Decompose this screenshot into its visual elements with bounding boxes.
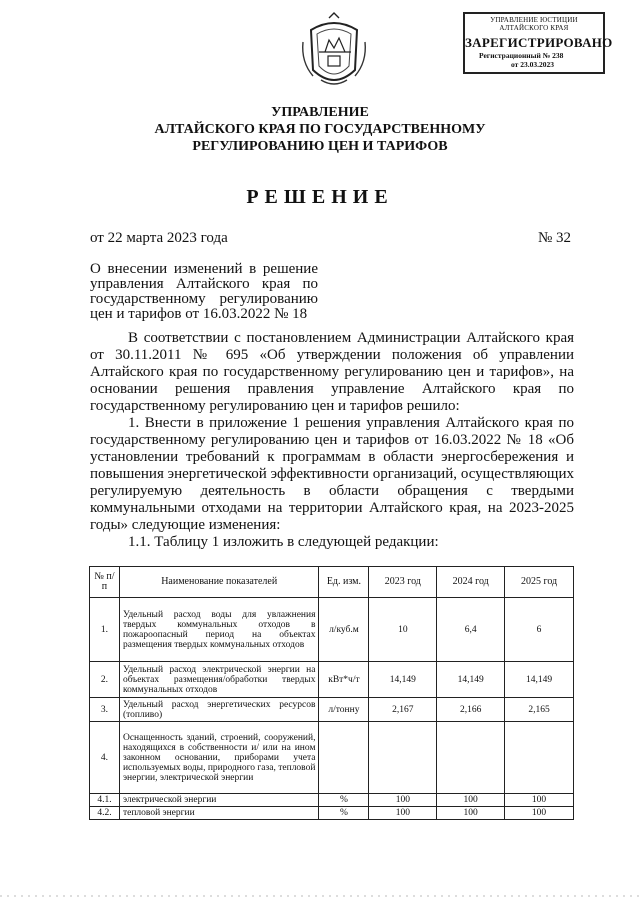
table-cell — [319, 722, 369, 794]
coat-of-arms-icon — [299, 12, 369, 92]
document-body — [90, 330, 574, 551]
table-cell: % — [319, 794, 369, 807]
table-cell: тепловой энергии — [119, 807, 319, 820]
stamp-registered: ЗАРЕГИСТРИРОВАНО — [465, 34, 613, 50]
organization-line3: РЕГУЛИРОВАНИЮ ЦЕН И ТАРИФОВ — [192, 139, 448, 154]
table-cell: 4.2. — [90, 807, 120, 820]
registration-stamp — [463, 12, 613, 74]
table-row — [90, 698, 574, 722]
table-cell: Оснащенность зданий, строений, сооружений, находящихся в собственности и/ или на ином законном основании, приборами учета используемых воды, природного газа, тепловой энергии, электрической энергии — [119, 722, 319, 794]
table-cell: 2,167 — [369, 698, 437, 722]
document-date: от 22 марта 2023 года — [90, 230, 228, 246]
table-cell: Удельный расход электрической энергии на объектах размещения/обработки твердых коммунальных отходов — [119, 662, 319, 698]
scan-noise-line — [0, 893, 640, 899]
table-cell: 10 — [369, 598, 437, 662]
table-cell — [369, 722, 437, 794]
organization-line2: АЛТАЙСКОГО КРАЯ ПО ГОСУДАРСТВЕННОМУ — [154, 122, 486, 137]
table-header: 2024 год — [437, 567, 505, 598]
table-row — [90, 662, 574, 698]
paragraph: 1.1. Таблицу 1 изложить в следующей редакции: — [128, 534, 439, 550]
table-cell: Удельный расход энергетических ресурсов (топливо) — [119, 698, 319, 722]
table-cell: 2,165 — [505, 698, 574, 722]
table-row — [90, 807, 574, 820]
table-cell: 6,4 — [437, 598, 505, 662]
table-cell: 100 — [437, 794, 505, 807]
table-row — [90, 722, 574, 794]
table-cell: 1. — [90, 598, 120, 662]
table-cell: электрической энергии — [119, 794, 319, 807]
organization-line1: УПРАВЛЕНИЕ — [271, 105, 369, 120]
document-title: РЕШЕНИЕ — [246, 186, 394, 208]
stamp-line2: АЛТАЙСКОГО КРАЯ — [499, 24, 569, 33]
table-header: 2025 год — [505, 567, 574, 598]
paragraph: В соответствии с постановлением Администрации Алтайского края от 30.11.2011 № 695 «Об утверждении положения об управлении Алтайского края по государственному регулированию цен и тарифов», на основании решения правления управление Алтайского края по государственному регулированию цен и тарифов решило: — [90, 330, 574, 414]
table-cell: 3. — [90, 698, 120, 722]
table-cell: 100 — [437, 807, 505, 820]
table-cell — [505, 722, 574, 794]
table-cell: л/куб.м — [319, 598, 369, 662]
table-cell: 100 — [505, 794, 574, 807]
stamp-reg-date: от 23.03.2023 — [511, 60, 554, 70]
table-header: № п/п — [90, 567, 120, 598]
table-header-row — [90, 567, 574, 598]
document-number: № 32 — [538, 230, 572, 246]
table-cell: 14,149 — [437, 662, 505, 698]
table-cell: Удельный расход воды для увлажнения твердых коммунальных отходов в пожароопасный период на объектах размещения твердых коммунальных отходов — [119, 598, 319, 662]
table-row — [90, 598, 574, 662]
table-cell: л/тонну — [319, 698, 369, 722]
table-row — [90, 794, 574, 807]
table-header: Наименование показателей — [119, 567, 319, 598]
table-cell: % — [319, 807, 369, 820]
table-cell: 4.1. — [90, 794, 120, 807]
document-subject: О внесении изменений в решение управления Алтайского края по государственному регулированию цен и тарифов от 16.03.2022 № 18 — [90, 261, 318, 322]
stamp-reg-number: Регистрационный № 238 — [479, 51, 564, 61]
table-cell: 100 — [505, 807, 574, 820]
table-cell: 14,149 — [369, 662, 437, 698]
table-cell: 6 — [505, 598, 574, 662]
organization-name — [0, 104, 640, 155]
table-cell: 4. — [90, 722, 120, 794]
table-cell: 2. — [90, 662, 120, 698]
table-cell: 100 — [369, 794, 437, 807]
table-header: 2023 год — [369, 567, 437, 598]
table-header: Ед. изм. — [319, 567, 369, 598]
table-cell: 14,149 — [505, 662, 574, 698]
table-cell: 2,166 — [437, 698, 505, 722]
table-cell — [437, 722, 505, 794]
table-cell: 100 — [369, 807, 437, 820]
table-cell: кВт*ч/т — [319, 662, 369, 698]
stamp-line1: УПРАВЛЕНИЕ ЮСТИЦИИ — [490, 16, 578, 24]
indicators-table — [89, 566, 574, 820]
paragraph: 1. Внести в приложение 1 решения управления Алтайского края по государственному регулированию цен и тарифов от 16.03.2022 № 18 «Об установлении требований к программам в области энергосбережения и повышения энергетической эффективности организаций, осуществляющих регулируемую деятельность в области обращения с твердыми коммунальными отходами на территории Алтайского края, на 2023-2025 годы» следующие изменения: — [90, 415, 574, 533]
